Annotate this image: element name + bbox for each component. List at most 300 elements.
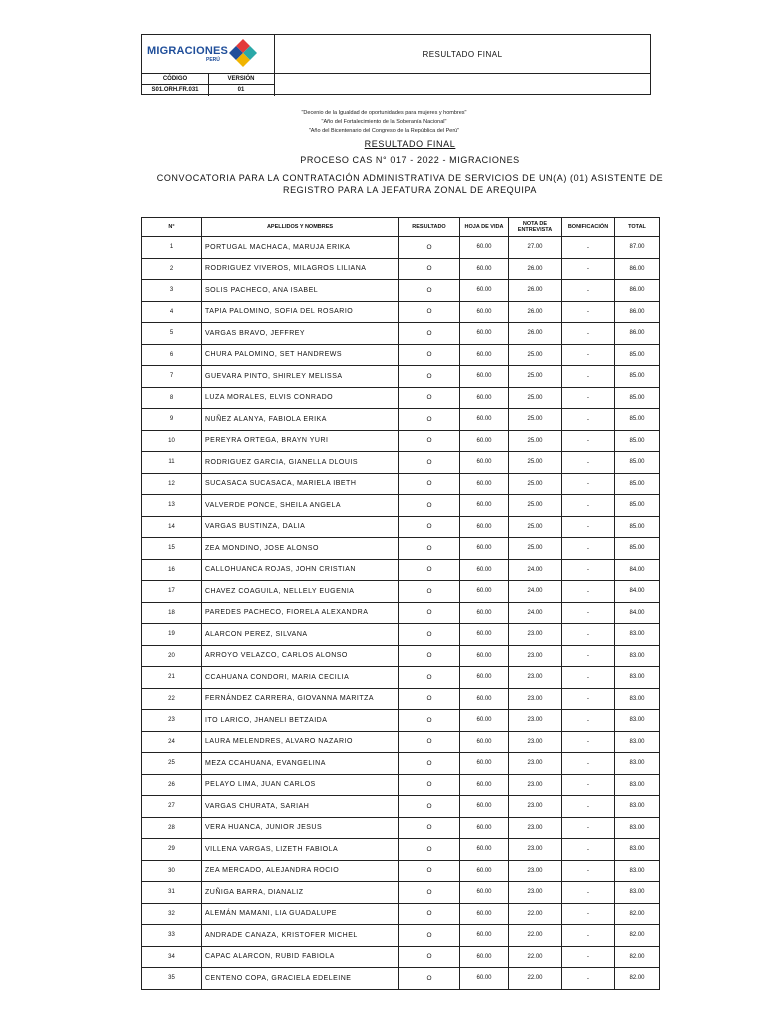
table-row <box>142 817 660 839</box>
cell-resultado: Ο <box>399 430 460 452</box>
cell-resultado: Ο <box>399 581 460 603</box>
cell-bonificacion: - <box>562 925 615 947</box>
cell-num: 1 <box>142 237 202 259</box>
table-row <box>142 344 660 366</box>
cell-num: 33 <box>142 925 202 947</box>
convocatoria-line-2: REGISTRO PARA LA JEFATURA ZONAL DE AREQUIPA <box>282 185 538 195</box>
cell-name: CCAHUANA CONDORI, MARIA CECILIA <box>202 667 399 689</box>
table-row <box>142 581 660 603</box>
cell-nota-entrevista: 22.00 <box>509 946 562 968</box>
cell-hoja-de-vida: 60.00 <box>460 839 509 861</box>
cell-total: 86.00 <box>615 258 660 280</box>
table-row <box>142 430 660 452</box>
cell-name: LAURA MELENDRES, ALVARO NAZARIO <box>202 731 399 753</box>
cell-nota-entrevista: 26.00 <box>509 301 562 323</box>
cell-num: 16 <box>142 559 202 581</box>
cell-total: 82.00 <box>615 903 660 925</box>
cell-name: VARGAS CHURATA, SARIAH <box>202 796 399 818</box>
table-row <box>142 538 660 560</box>
cell-bonificacion: - <box>562 258 615 280</box>
table-row <box>142 925 660 947</box>
cell-nota-entrevista: 25.00 <box>509 495 562 517</box>
cell-nota-entrevista: 23.00 <box>509 645 562 667</box>
cell-bonificacion: - <box>562 860 615 882</box>
cell-hoja-de-vida: 60.00 <box>460 344 509 366</box>
cell-resultado: Ο <box>399 387 460 409</box>
cell-hoja-de-vida: 60.00 <box>460 473 509 495</box>
cell-num: 21 <box>142 667 202 689</box>
cell-name: ANDRADE CANAZA, KRISTOFER MICHEL <box>202 925 399 947</box>
cell-bonificacion: - <box>562 968 615 990</box>
cell-total: 83.00 <box>615 645 660 667</box>
table-row <box>142 301 660 323</box>
cell-total: 85.00 <box>615 452 660 474</box>
cell-resultado: Ο <box>399 774 460 796</box>
cell-bonificacion: - <box>562 538 615 560</box>
cell-hoja-de-vida: 60.00 <box>460 753 509 775</box>
cell-nota-entrevista: 23.00 <box>509 839 562 861</box>
cell-hoja-de-vida: 60.00 <box>460 667 509 689</box>
cell-bonificacion: - <box>562 237 615 259</box>
version-value: 01 <box>237 87 245 93</box>
cell-name: CHURA PALOMINO, SET HANDREWS <box>202 344 399 366</box>
cell-hoja-de-vida: 60.00 <box>460 559 509 581</box>
proceso-title: PROCESO CAS N° 017 - 2022 - MIGRACIONES <box>300 155 520 165</box>
table-row <box>142 774 660 796</box>
table-header-row <box>142 218 660 237</box>
cell-num: 25 <box>142 753 202 775</box>
cell-total: 82.00 <box>615 925 660 947</box>
cell-name: VARGAS BUSTINZA, DALIA <box>202 516 399 538</box>
cell-bonificacion: - <box>562 473 615 495</box>
cell-hoja-de-vida: 60.00 <box>460 452 509 474</box>
cell-nota-entrevista: 27.00 <box>509 237 562 259</box>
cell-total: 83.00 <box>615 624 660 646</box>
cell-nota-entrevista: 22.00 <box>509 925 562 947</box>
cell-total: 83.00 <box>615 731 660 753</box>
cell-resultado: Ο <box>399 237 460 259</box>
cell-total: 83.00 <box>615 796 660 818</box>
cell-hoja-de-vida: 60.00 <box>460 860 509 882</box>
cell-resultado: Ο <box>399 516 460 538</box>
cell-nota-entrevista: 23.00 <box>509 774 562 796</box>
cell-hoja-de-vida: 60.00 <box>460 624 509 646</box>
cell-name: LUZA MORALES, ELVIS CONRADO <box>202 387 399 409</box>
migraciones-logo-icon <box>228 37 258 71</box>
cell-num: 3 <box>142 280 202 302</box>
cell-nota-entrevista: 23.00 <box>509 731 562 753</box>
cell-hoja-de-vida: 60.00 <box>460 774 509 796</box>
cell-total: 83.00 <box>615 688 660 710</box>
cell-total: 84.00 <box>615 581 660 603</box>
cell-name: ZUÑIGA BARRA, DIANALIZ <box>202 882 399 904</box>
table-row <box>142 667 660 689</box>
cell-bonificacion: - <box>562 753 615 775</box>
cell-name: RODRIGUEZ VIVEROS, MILAGROS LILIANA <box>202 258 399 280</box>
table-row <box>142 495 660 517</box>
cell-num: 6 <box>142 344 202 366</box>
cell-total: 84.00 <box>615 602 660 624</box>
cell-name: PEREYRA ORTEGA, BRAYN YURI <box>202 430 399 452</box>
cell-total: 83.00 <box>615 667 660 689</box>
cell-bonificacion: - <box>562 581 615 603</box>
cell-bonificacion: - <box>562 817 615 839</box>
cell-total: 83.00 <box>615 710 660 732</box>
table-row <box>142 237 660 259</box>
cell-hoja-de-vida: 60.00 <box>460 258 509 280</box>
cell-name: CHAVEZ COAGUILA, NELLELY EUGENIA <box>202 581 399 603</box>
cell-resultado: Ο <box>399 538 460 560</box>
header-empty-cell <box>275 74 650 94</box>
cell-total: 85.00 <box>615 344 660 366</box>
cell-total: 85.00 <box>615 516 660 538</box>
cell-nota-entrevista: 25.00 <box>509 452 562 474</box>
cell-nota-entrevista: 24.00 <box>509 581 562 603</box>
cell-nota-entrevista: 23.00 <box>509 753 562 775</box>
cell-resultado: Ο <box>399 602 460 624</box>
cell-resultado: Ο <box>399 301 460 323</box>
cell-total: 86.00 <box>615 323 660 345</box>
cell-hoja-de-vida: 60.00 <box>460 645 509 667</box>
cell-name: CAPAC ALARCON, RUBID FABIOLA <box>202 946 399 968</box>
cell-name: MEZA CCAHUANA, EVANGELINA <box>202 753 399 775</box>
cell-resultado: Ο <box>399 452 460 474</box>
cell-resultado: Ο <box>399 817 460 839</box>
migraciones-logo: MIGRACIONES <box>147 45 229 57</box>
cell-name: VILLENA VARGAS, LIZETH FABIOLA <box>202 839 399 861</box>
cell-hoja-de-vida: 60.00 <box>460 323 509 345</box>
table-row <box>142 860 660 882</box>
cell-name: RODRIGUEZ GARCIA, GIANELLA DLOUIS <box>202 452 399 474</box>
cell-resultado: Ο <box>399 796 460 818</box>
table-row <box>142 559 660 581</box>
cell-hoja-de-vida: 60.00 <box>460 688 509 710</box>
cell-nota-entrevista: 25.00 <box>509 430 562 452</box>
cell-name: PORTUGAL MACHACA, MARUJA ERIKA <box>202 237 399 259</box>
cell-num: 11 <box>142 452 202 474</box>
cell-hoja-de-vida: 60.00 <box>460 387 509 409</box>
cell-hoja-de-vida: 60.00 <box>460 516 509 538</box>
cell-nota-entrevista: 25.00 <box>509 366 562 388</box>
codigo-label: CÓDIGO <box>162 76 188 82</box>
cell-total: 83.00 <box>615 774 660 796</box>
cell-num: 24 <box>142 731 202 753</box>
cell-bonificacion: - <box>562 430 615 452</box>
header-meta <box>142 74 275 96</box>
cell-nota-entrevista: 24.00 <box>509 602 562 624</box>
cell-resultado: Ο <box>399 839 460 861</box>
cell-bonificacion: - <box>562 366 615 388</box>
cell-resultado: Ο <box>399 753 460 775</box>
table-row <box>142 731 660 753</box>
cell-name: ITO LARICO, JHANELI BETZAIDA <box>202 710 399 732</box>
cell-num: 26 <box>142 774 202 796</box>
col-header-resultado: RESULTADO <box>399 218 460 237</box>
cell-nota-entrevista: 23.00 <box>509 667 562 689</box>
cell-num: 9 <box>142 409 202 431</box>
table-row <box>142 710 660 732</box>
cell-num: 17 <box>142 581 202 603</box>
logo-cell <box>142 35 275 74</box>
cell-hoja-de-vida: 60.00 <box>460 301 509 323</box>
col-header-hoja-de-vida: HOJA DE VIDA <box>460 218 509 237</box>
cell-name: NUÑEZ ALANYA, FABIOLA ERIKA <box>202 409 399 431</box>
cell-num: 34 <box>142 946 202 968</box>
cell-nota-entrevista: 23.00 <box>509 860 562 882</box>
codigo-value: S01.ORH.FR.031 <box>151 87 199 93</box>
cell-total: 83.00 <box>615 882 660 904</box>
cell-hoja-de-vida: 60.00 <box>460 731 509 753</box>
cell-bonificacion: - <box>562 839 615 861</box>
cell-resultado: Ο <box>399 882 460 904</box>
cell-bonificacion: - <box>562 710 615 732</box>
cell-resultado: Ο <box>399 280 460 302</box>
cell-bonificacion: - <box>562 301 615 323</box>
cell-bonificacion: - <box>562 624 615 646</box>
cell-bonificacion: - <box>562 323 615 345</box>
cell-num: 29 <box>142 839 202 861</box>
cell-resultado: Ο <box>399 731 460 753</box>
cell-total: 86.00 <box>615 301 660 323</box>
cell-total: 85.00 <box>615 473 660 495</box>
cell-num: 20 <box>142 645 202 667</box>
cell-total: 87.00 <box>615 237 660 259</box>
cell-nota-entrevista: 25.00 <box>509 538 562 560</box>
cell-hoja-de-vida: 60.00 <box>460 817 509 839</box>
version-label: VERSIÓN <box>227 76 255 82</box>
cell-hoja-de-vida: 60.00 <box>460 409 509 431</box>
cell-resultado: Ο <box>399 409 460 431</box>
cell-bonificacion: - <box>562 559 615 581</box>
table-row <box>142 839 660 861</box>
cell-bonificacion: - <box>562 731 615 753</box>
convocatoria-line-1: CONVOCATORIA PARA LA CONTRATACIÓN ADMINISTRATIVA DE SERVICIOS DE UN(A) (01) ASISTENTE DE <box>156 173 664 183</box>
cell-bonificacion: - <box>562 774 615 796</box>
cell-name: PELAYO LIMA, JUAN CARLOS <box>202 774 399 796</box>
cell-hoja-de-vida: 60.00 <box>460 430 509 452</box>
cell-name: PAREDES PACHECO, FIORELA ALEXANDRA <box>202 602 399 624</box>
cell-num: 28 <box>142 817 202 839</box>
cell-num: 23 <box>142 710 202 732</box>
cell-nota-entrevista: 25.00 <box>509 344 562 366</box>
cell-total: 86.00 <box>615 280 660 302</box>
cell-num: 13 <box>142 495 202 517</box>
table-row <box>142 258 660 280</box>
col-header-total: TOTAL <box>615 218 660 237</box>
cell-hoja-de-vida: 60.00 <box>460 237 509 259</box>
cell-resultado: Ο <box>399 258 460 280</box>
cell-num: 22 <box>142 688 202 710</box>
table-row <box>142 946 660 968</box>
cell-total: 84.00 <box>615 559 660 581</box>
cell-num: 18 <box>142 602 202 624</box>
cell-resultado: Ο <box>399 624 460 646</box>
cell-name: VERA HUANCA, JUNIOR JESUS <box>202 817 399 839</box>
decenio-line: "Año del Bicentenario del Congreso de la República del Perú" <box>308 128 460 134</box>
cell-name: VARGAS BRAVO, JEFFREY <box>202 323 399 345</box>
cell-hoja-de-vida: 60.00 <box>460 495 509 517</box>
cell-num: 7 <box>142 366 202 388</box>
decenio-line: "Año del Fortalecimiento de la Soberanía Nacional" <box>321 119 447 125</box>
table-row <box>142 903 660 925</box>
cell-bonificacion: - <box>562 903 615 925</box>
cell-nota-entrevista: 25.00 <box>509 409 562 431</box>
cell-hoja-de-vida: 60.00 <box>460 280 509 302</box>
table-row <box>142 323 660 345</box>
cell-total: 83.00 <box>615 860 660 882</box>
cell-name: TAPIA PALOMINO, SOFIA DEL ROSARIO <box>202 301 399 323</box>
cell-resultado: Ο <box>399 323 460 345</box>
cell-hoja-de-vida: 60.00 <box>460 581 509 603</box>
cell-num: 19 <box>142 624 202 646</box>
cell-hoja-de-vida: 60.00 <box>460 538 509 560</box>
header-title: RESULTADO FINAL <box>275 35 650 74</box>
cell-resultado: Ο <box>399 860 460 882</box>
table-row <box>142 753 660 775</box>
cell-nota-entrevista: 23.00 <box>509 882 562 904</box>
cell-bonificacion: - <box>562 280 615 302</box>
col-header-num: N° <box>142 218 202 237</box>
cell-num: 14 <box>142 516 202 538</box>
cell-total: 82.00 <box>615 946 660 968</box>
col-header-bonificacion: BONIFICACIÓN <box>562 218 615 237</box>
cell-nota-entrevista: 23.00 <box>509 796 562 818</box>
cell-hoja-de-vida: 60.00 <box>460 602 509 624</box>
cell-bonificacion: - <box>562 882 615 904</box>
cell-total: 85.00 <box>615 538 660 560</box>
cell-resultado: Ο <box>399 903 460 925</box>
cell-nota-entrevista: 23.00 <box>509 710 562 732</box>
cell-name: ZEA MERCADO, ALEJANDRA ROCIO <box>202 860 399 882</box>
cell-nota-entrevista: 22.00 <box>509 968 562 990</box>
cell-hoja-de-vida: 60.00 <box>460 903 509 925</box>
cell-total: 85.00 <box>615 430 660 452</box>
table-row <box>142 280 660 302</box>
cell-nota-entrevista: 25.00 <box>509 387 562 409</box>
cell-bonificacion: - <box>562 667 615 689</box>
cell-num: 32 <box>142 903 202 925</box>
cell-bonificacion: - <box>562 602 615 624</box>
cell-nota-entrevista: 23.00 <box>509 688 562 710</box>
cell-resultado: Ο <box>399 667 460 689</box>
cell-name: CALLOHUANCA ROJAS, JOHN CRISTIAN <box>202 559 399 581</box>
col-header-name: APELLIDOS Y NOMBRES <box>202 218 399 237</box>
cell-bonificacion: - <box>562 645 615 667</box>
cell-bonificacion: - <box>562 946 615 968</box>
cell-total: 82.00 <box>615 968 660 990</box>
cell-name: ZEA MONDINO, JOSE ALONSO <box>202 538 399 560</box>
table-row <box>142 473 660 495</box>
cell-name: GUEVARA PINTO, SHIRLEY MELISSA <box>202 366 399 388</box>
table-row <box>142 602 660 624</box>
table-row <box>142 882 660 904</box>
cell-hoja-de-vida: 60.00 <box>460 796 509 818</box>
cell-nota-entrevista: 26.00 <box>509 323 562 345</box>
cell-resultado: Ο <box>399 710 460 732</box>
cell-hoja-de-vida: 60.00 <box>460 925 509 947</box>
cell-num: 30 <box>142 860 202 882</box>
cell-total: 83.00 <box>615 817 660 839</box>
table-row <box>142 387 660 409</box>
cell-hoja-de-vida: 60.00 <box>460 710 509 732</box>
cell-nota-entrevista: 26.00 <box>509 280 562 302</box>
cell-hoja-de-vida: 60.00 <box>460 946 509 968</box>
table-row <box>142 624 660 646</box>
decenio-line: "Decenio de la Igualdad de oportunidades para mujeres y hombres" <box>301 110 467 116</box>
cell-num: 15 <box>142 538 202 560</box>
cell-total: 83.00 <box>615 753 660 775</box>
cell-total: 85.00 <box>615 366 660 388</box>
cell-nota-entrevista: 25.00 <box>509 473 562 495</box>
cell-bonificacion: - <box>562 452 615 474</box>
cell-resultado: Ο <box>399 495 460 517</box>
cell-nota-entrevista: 25.00 <box>509 516 562 538</box>
cell-bonificacion: - <box>562 516 615 538</box>
table-row <box>142 645 660 667</box>
resultado-title: RESULTADO FINAL <box>364 139 456 149</box>
table-row <box>142 409 660 431</box>
cell-resultado: Ο <box>399 645 460 667</box>
cell-total: 85.00 <box>615 387 660 409</box>
cell-num: 10 <box>142 430 202 452</box>
cell-total: 83.00 <box>615 839 660 861</box>
table-row <box>142 516 660 538</box>
table-row <box>142 452 660 474</box>
cell-num: 27 <box>142 796 202 818</box>
cell-name: SOLIS PACHECO, ANA ISABEL <box>202 280 399 302</box>
cell-nota-entrevista: 23.00 <box>509 817 562 839</box>
cell-resultado: Ο <box>399 925 460 947</box>
cell-nota-entrevista: 23.00 <box>509 624 562 646</box>
logo-country: PERÚ <box>206 57 220 63</box>
cell-resultado: Ο <box>399 968 460 990</box>
cell-nota-entrevista: 22.00 <box>509 903 562 925</box>
cell-bonificacion: - <box>562 495 615 517</box>
table-row <box>142 968 660 990</box>
cell-nota-entrevista: 26.00 <box>509 258 562 280</box>
results-table <box>141 217 660 990</box>
cell-resultado: Ο <box>399 946 460 968</box>
table-row <box>142 366 660 388</box>
cell-name: SUCASACA SUCASACA, MARIELA IBETH <box>202 473 399 495</box>
cell-bonificacion: - <box>562 387 615 409</box>
cell-resultado: Ο <box>399 344 460 366</box>
cell-num: 35 <box>142 968 202 990</box>
document-header <box>141 34 651 95</box>
cell-name: ALEMÁN MAMANI, LIA GUADALUPE <box>202 903 399 925</box>
cell-bonificacion: - <box>562 796 615 818</box>
cell-resultado: Ο <box>399 688 460 710</box>
cell-hoja-de-vida: 60.00 <box>460 366 509 388</box>
table-row <box>142 688 660 710</box>
cell-hoja-de-vida: 60.00 <box>460 882 509 904</box>
cell-resultado: Ο <box>399 559 460 581</box>
cell-num: 5 <box>142 323 202 345</box>
cell-total: 85.00 <box>615 495 660 517</box>
cell-resultado: Ο <box>399 366 460 388</box>
cell-total: 85.00 <box>615 409 660 431</box>
col-header-nota-entrevista: NOTA DE ENTREVISTA <box>509 218 562 237</box>
cell-num: 31 <box>142 882 202 904</box>
cell-hoja-de-vida: 60.00 <box>460 968 509 990</box>
cell-name: ALARCON PEREZ, SILVANA <box>202 624 399 646</box>
cell-bonificacion: - <box>562 344 615 366</box>
cell-resultado: Ο <box>399 473 460 495</box>
cell-num: 12 <box>142 473 202 495</box>
cell-num: 8 <box>142 387 202 409</box>
cell-name: FERNÁNDEZ CARRERA, GIOVANNA MARITZA <box>202 688 399 710</box>
cell-num: 4 <box>142 301 202 323</box>
